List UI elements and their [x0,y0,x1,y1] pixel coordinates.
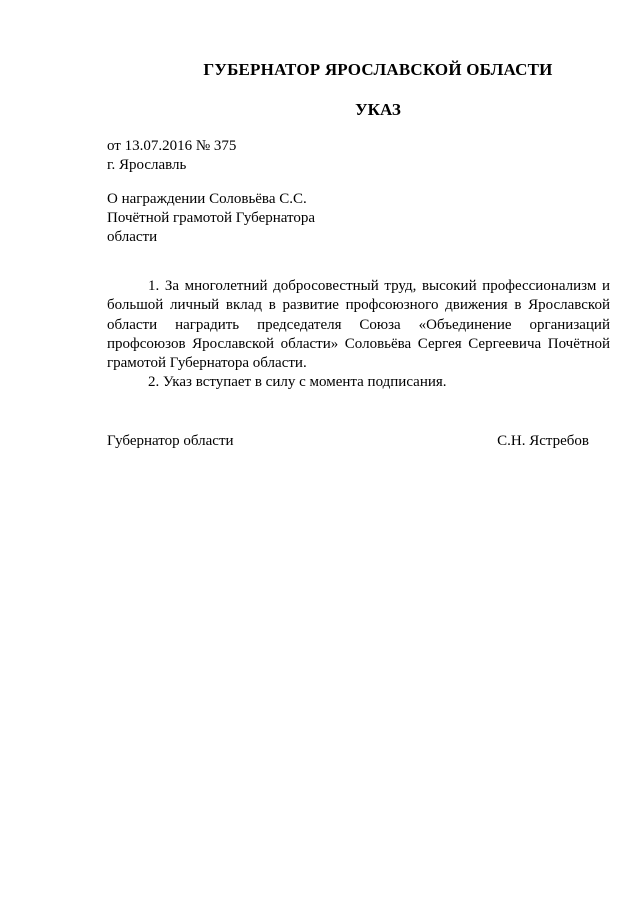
date-number: от 13.07.2016 № 375 [107,138,237,154]
body-paragraph: 1. За многолетний добросовестный труд, высокий профессионализм и большой личный вклад в развитие профсоюзного движения в Ярославской области наградить председателя Союза «Объединение организаций профсоюзов Ярославской области» Соловьёва Сергея Сергеевича Почётной грамотой Губернатора области. [107,278,610,372]
signature-block [107,432,589,451]
document-subject [107,190,367,247]
signatory-position: Губернатор области [107,433,234,449]
document-meta [107,137,236,175]
city: г. Ярославль [107,157,187,173]
subject-line: Почётной грамотой Губернатора [107,210,316,226]
document-body [107,277,610,393]
subject-line: О награждении Соловьёва С.С. [107,191,307,207]
document-type: УКАЗ [355,100,401,119]
body-paragraph: 2. Указ вступает в силу с момента подписания. [148,374,447,391]
issuer-title: ГУБЕРНАТОР ЯРОСЛАВСКОЙ ОБЛАСТИ [203,60,553,79]
subject-line: области [107,229,158,245]
signatory-name: С.Н. Ястребов [497,433,589,449]
